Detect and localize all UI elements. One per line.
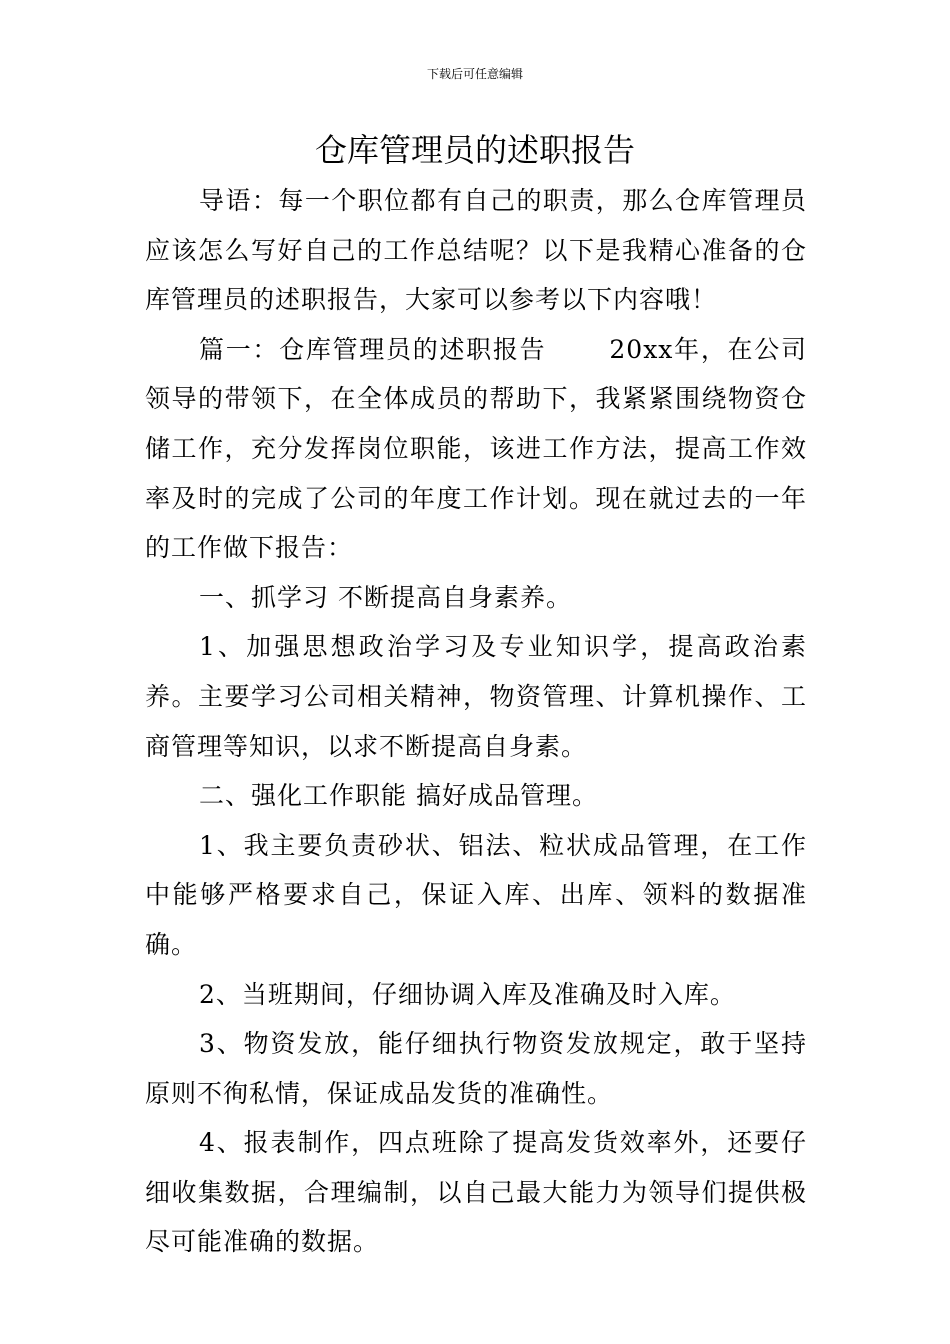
paragraph-intro: 导语：每一个职位都有自己的职责，那么仓库管理员应该怎么写好自己的工作总结呢？以下是我精心准备的仓库管理员的述职报告，大家可以参考以下内容哦！ (145, 186, 807, 315)
list-item-management-4: 4、报表制作，四点班除了提高发货效率外，还要仔细收集数据，合理编制，以自己最大能力为领导们提供极尽可能准确的数据。 (145, 1128, 807, 1257)
list-item-management-2: 2、当班期间，仔细协调入库及准确及时入库。 (199, 979, 736, 1009)
document-title: 仓库管理员的述职报告 (314, 131, 635, 169)
section-heading-management: 二、强化工作职能 搞好成品管理。 (199, 781, 598, 811)
header-note: 下载后可任意编辑 (426, 67, 523, 81)
section-heading-study: 一、抓学习 不断提高自身素养。 (199, 582, 572, 612)
document-body (145, 176, 807, 1267)
paragraph-part-one: 篇一：仓库管理员的述职报告 20xx年，在公司领导的带领下，在全体成员的帮助下，我紧紧围绕物资仓储工作，充分发挥岗位职能，该进工作方法，提高工作效率及时的完成了公司的年度工作计划。现在就过去的一年的工作做下报告： (145, 334, 807, 563)
list-item-study-1: 1、加强思想政治学习及专业知识学，提高政治素养。主要学习公司相关精神，物资管理、计算机操作、工商管理等知识，以求不断提高自身素。 (145, 632, 807, 761)
list-item-management-3: 3、物资发放，能仔细执行物资发放规定，敢于坚持原则不徇私情，保证成品发货的准确性。 (145, 1029, 807, 1108)
list-item-management-1: 1、我主要负责砂状、铝法、粒状成品管理，在工作中能够严格要求自己，保证入库、出库、领料的数据准确。 (145, 830, 807, 959)
